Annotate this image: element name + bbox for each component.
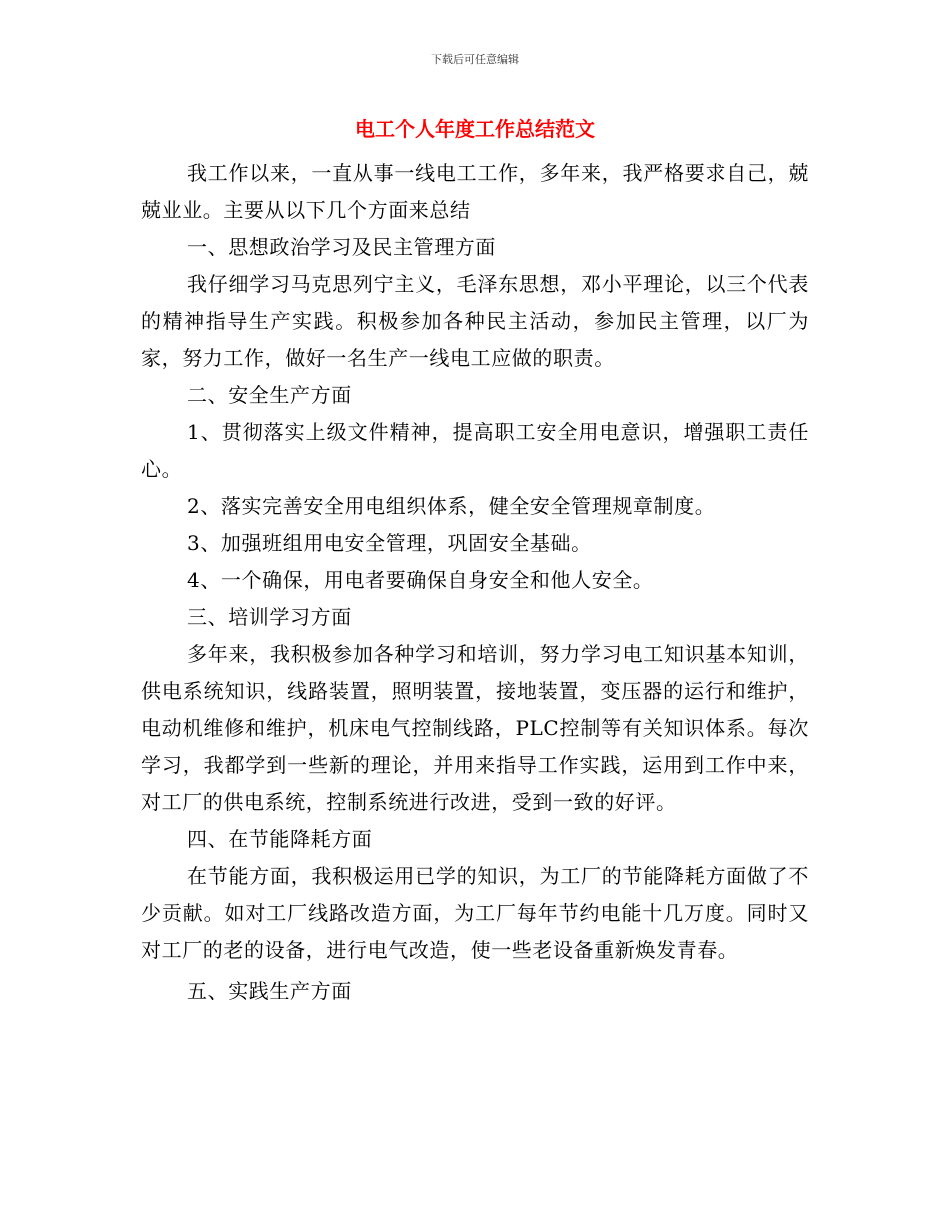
section-heading-practice: 五、实践生产方面	[187, 979, 352, 1003]
training-paragraph: 多年来，我积极参加各种学习和培训，努力学习电工知识基本知训，供电系统知识，线路装置，照明装置，接地装置，变压器的运行和维护，电动机维修和维护，机床电气控制线路，PLC控制等有关知识体系。每次学习，我都学到一些新的理论，并用来指导工作实践，运用到工作中来，对工厂的供电系统，控制系统进行改进，受到一致的好评。	[141, 642, 809, 814]
safety-item-1: 1、贯彻落实上级文件精神，提高职工安全用电意识，增强职工责任心。	[141, 420, 809, 481]
section-heading-energy: 四、在节能降耗方面	[187, 827, 373, 851]
document-body	[141, 155, 809, 1010]
politics-paragraph: 我仔细学习马克思列宁主义，毛泽东思想，邓小平理论，以三个代表的精神指导生产实践。积极参加各种民主活动，参加民主管理，以厂为家，努力工作，做好一名生产一线电工应做的职责。	[141, 272, 809, 370]
energy-paragraph: 在节能方面，我积极运用已学的知识，为工厂的节能降耗方面做了不少贡献。如对工厂线路改造方面，为工厂每年节约电能十几万度。同时又对工厂的老的设备，进行电气改造，使一些老设备重新焕发青春。	[141, 864, 809, 962]
header-note: 下载后可任意编辑	[431, 53, 519, 66]
section-heading-training: 三、培训学习方面	[187, 605, 352, 629]
safety-item-2: 2、落实完善安全用电组织体系，健全安全管理规章制度。	[187, 494, 716, 518]
safety-item-3: 3、加强班组用电安全管理，巩固安全基础。	[187, 531, 592, 555]
document-title: 电工个人年度工作总结范文	[355, 117, 595, 141]
section-heading-politics: 一、思想政治学习及民主管理方面	[187, 235, 496, 259]
section-heading-safety: 二、安全生产方面	[187, 383, 352, 407]
intro-paragraph: 我工作以来，一直从事一线电工工作，多年来，我严格要求自己，兢兢业业。主要从以下几个方面来总结	[141, 161, 809, 222]
safety-item-4: 4、一个确保，用电者要确保自身安全和他人安全。	[187, 568, 654, 592]
